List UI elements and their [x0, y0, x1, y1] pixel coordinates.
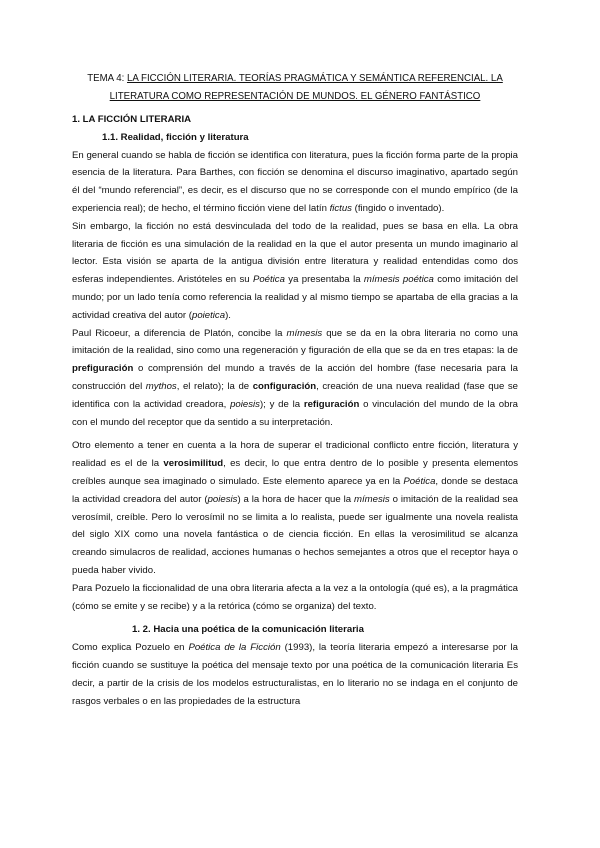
paragraph-4: [72, 437, 518, 579]
p3-text-b: que se da en la obra literaria no como una imitación de la realidad, sino como una regeneración y figuración de ella que se da en tres etapas: la de: [72, 327, 518, 357]
p4-bold-verosimilitud: verosimilitud: [163, 458, 224, 470]
paragraph-3: [72, 325, 518, 432]
paragraph-6: [72, 639, 518, 710]
p3-text-e: , creación de una nueva realidad (fase que se identifica con la actividad creadora,: [72, 380, 518, 410]
p3-text-g: o vinculación del mundo de la obra con el mundo del receptor que da sentido a su interpretación.: [72, 398, 519, 428]
title-prefix: TEMA 4:: [87, 73, 128, 84]
p2-text-a: Sin embargo, la ficción no está desvinculada del todo de la realidad, pues se basa en ella. La obra literaria de ficción es una simulación de la realidad en la que el autor presenta un mundo imaginario al lector. Esta visión se aparta de la antigua división entre literatura y realidad entendidas como dos esferas independientes. Aristóteles en su: [72, 220, 518, 286]
p3-bold-prefiguracion: prefiguración: [72, 363, 134, 375]
p1-text-b: (fingido o inventado).: [351, 202, 445, 214]
p3-text-a: Paul Ricoeur, a diferencia de Platón, concibe la: [72, 327, 287, 339]
p4-italic-mimesis: mímesis: [353, 493, 390, 505]
p3-italic-mythos: mythos: [145, 380, 177, 392]
p2-italic-poetica: Poética: [252, 274, 285, 286]
p2-text-d: ).: [225, 309, 231, 321]
paragraph-1: [72, 147, 518, 218]
p1-italic-fictus: fictus: [329, 202, 352, 214]
p4-italic-poetica: Poética: [403, 475, 436, 487]
p4-text-a: Otro elemento a tener en cuenta a la hora de superar el tradicional conflicto entre ficción, literatura y realidad es el de la: [72, 440, 518, 470]
p6-italic-poetica-ficcion: Poética de la Ficción: [188, 642, 281, 654]
subsection-heading-1-1: 1.1. Realidad, ficción y literatura: [102, 131, 249, 143]
p4-italic-poiesis: poiesis: [207, 493, 238, 505]
paragraph-5: Para Pozuelo la ficcionalidad de una obra literaria afecta a la vez a la ontología (qué es), a la pragmática (cómo se emite y se recibe) y a la retórica (cómo se organiza) del texto.: [72, 582, 518, 612]
p4-text-e: o imitación de la realidad sea verosímil, creíble. Pero lo verosímil no se limita a lo realista, puede ser igualmente una novela realista del siglo XIX como una novela fantástica o de ciencia ficción. En ellas la verosimilitud se alcanza creando simulacros de realidad, acciones humanas o hechos semejantes a otros que el receptor haya o pueda haber vivido.: [72, 493, 519, 576]
subsection-heading-1-2: 1. 2. Hacia una poética de la comunicación literaria: [132, 624, 364, 636]
p6-text-b: (1993), la teoría literaria empezó a interesarse por la ficción cuando se sustituye la poética del mensaje texto por una poética de la comunicación literaria Es decir, a partir de la crisis de los modelos estructuralistas, en lo literario no se indaga en el conjunto de rasgos verbales o en las propiedades de la estructura: [72, 642, 518, 707]
p2-text-c: como imitación del mundo; por un lado tenía como referencia la realidad y al mismo tiempo se apartaba de ella gracias a la actividad creativa del autor (: [72, 274, 518, 321]
paragraph-2: [72, 218, 518, 325]
p3-italic-poiesis: poiesis: [230, 398, 260, 410]
p3-text-d: , el relato); la de: [176, 380, 253, 392]
document-page: [72, 70, 518, 710]
title-underlined: LA FICCIÓN LITERARIA. TEORÍAS PRAGMÁTICA Y SEMÁNTICA REFERENCIAL. LA LITERATURA COMO REPRESENTACIÓN DE MUNDOS. EL GÉNERO FANTÁSTICO: [109, 73, 503, 102]
p3-italic-mimesis: mímesis: [286, 327, 323, 339]
p1-text-a: En general cuando se habla de ficción se identifica con literatura, pues la ficción forma parte de la propia esencia de la literatura. Para Barthes, con ficción se denomina el discurso imaginativo, apartado según él del “mundo referencial”, es decir, es el discurso que no se corresponde con el mundo empírico (de la experiencia real); de hecho, el término ficción viene del latín: [72, 149, 518, 214]
p3-text-c: o comprensión del mundo a través de la acción del hombre (fase necesaria para la construcción del: [72, 363, 518, 392]
section-heading-1: 1. LA FICCIÓN LITERARIA: [72, 114, 192, 125]
p4-text-c: , donde se destaca la actividad creadora del autor (: [72, 475, 518, 505]
p3-bold-configuracion: configuración: [252, 380, 317, 392]
p4-text-d: ) a la hora de hacer que la: [237, 493, 354, 505]
p2-italic-poietica: poietica: [191, 309, 226, 321]
p3-bold-refiguracion: refiguración: [303, 398, 360, 410]
p4-text-b: , es decir, lo que entra dentro de lo posible y presenta elementos creíbles aunque sea imaginado o simulado. Este elemento aparece ya en la: [72, 458, 518, 487]
p2-italic-mimesis: mímesis poética: [363, 274, 434, 286]
p2-text-b: ya presentaba la: [284, 274, 364, 286]
p6-text-a: Como explica Pozuelo en: [72, 642, 189, 654]
document-title: [72, 70, 518, 105]
p3-text-f: ); y de la: [259, 398, 304, 410]
